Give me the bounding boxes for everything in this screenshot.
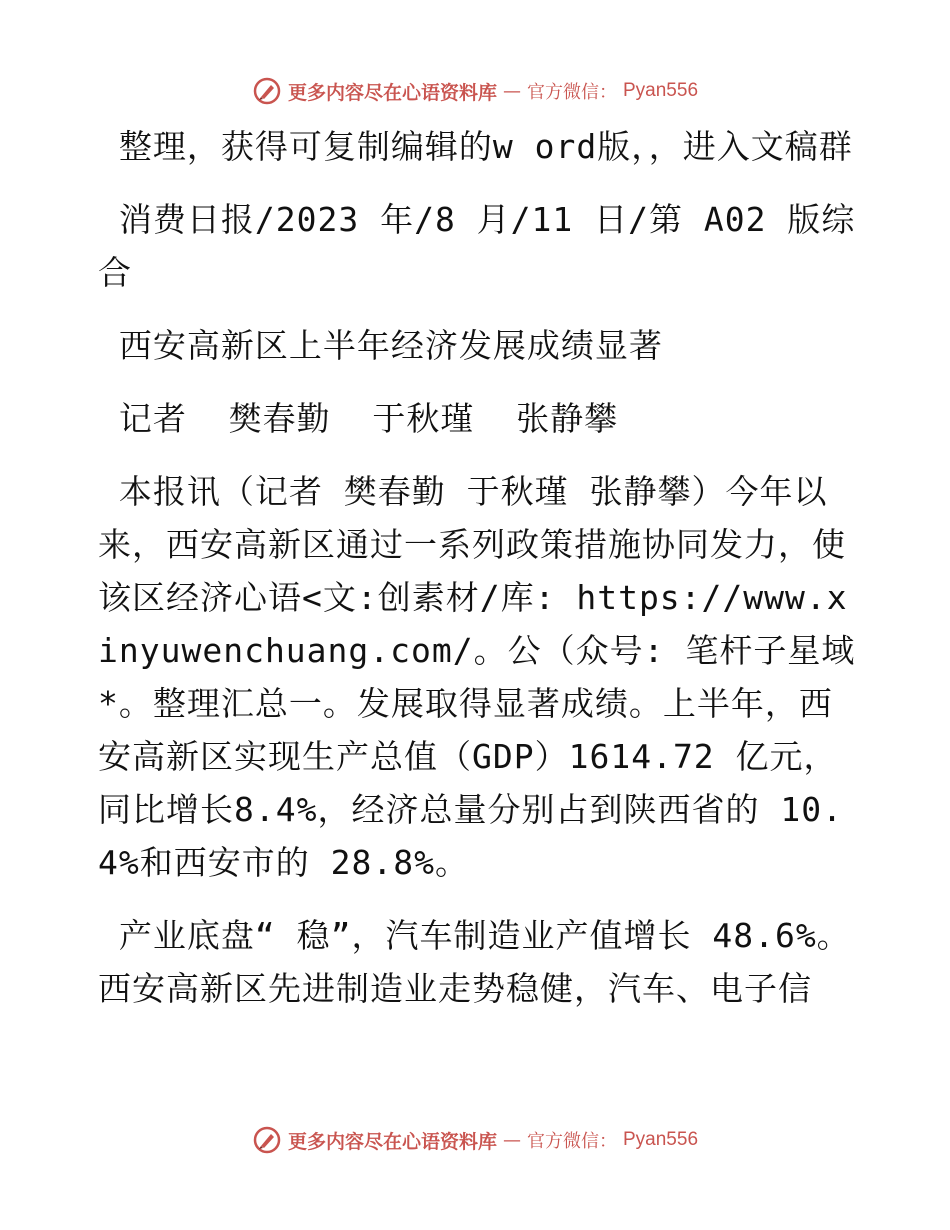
pen-logo-icon: [252, 76, 282, 106]
lead-paragraph: 本报讯（记者 樊春勤 于秋瑾 张静攀）今年以来，西安高新区通过一系列政策措施协同发力，使该区经济心语<文:创素材/库: https://www.xinyuwenchuang.com/。公（众号: 笔杆子星域*。整理汇总一。发展取得显著成绩。上半年，西安高新区实现生产总值（GDP）1614.72 亿元，同比增长8.4%，经济总量分别占到陕西省的 10.4%和西安市的 28.8%。: [98, 472, 856, 882]
banner-wechat-label: 官方微信：: [527, 82, 617, 103]
article-title: 西安高新区上半年经济发展成绩显著: [98, 326, 663, 365]
banner-wechat-id: Pyan556: [623, 80, 699, 101]
banner-wechat-label: 官方微信：: [527, 1131, 617, 1152]
intro-paragraph: 整理，获得可复制编辑的w ord版，，进入文稿群: [98, 127, 853, 166]
banner-dash: —: [503, 80, 521, 102]
banner-dash: —: [503, 1129, 521, 1151]
banner-text: 更多内容尽在心语资料库: [287, 1130, 497, 1153]
banner-text: 更多内容尽在心语资料库: [287, 81, 497, 104]
banner-wechat-id: Pyan556: [623, 1129, 699, 1150]
document-body: [98, 120, 858, 1015]
byline: 记者 樊春勤 于秋瑾 张静攀: [98, 399, 619, 438]
footer-watermark-banner: [0, 1120, 950, 1160]
industry-paragraph: 产业底盘“ 稳”，汽车制造业产值增长 48.6%。西安高新区先进制造业走势稳健，汽车、电子信: [98, 916, 851, 1008]
source-line: 消费日报/2023 年/8 月/11 日/第 A02 版综合: [98, 200, 856, 292]
header-watermark-banner: [0, 71, 950, 111]
pen-logo-icon: [252, 1125, 282, 1155]
